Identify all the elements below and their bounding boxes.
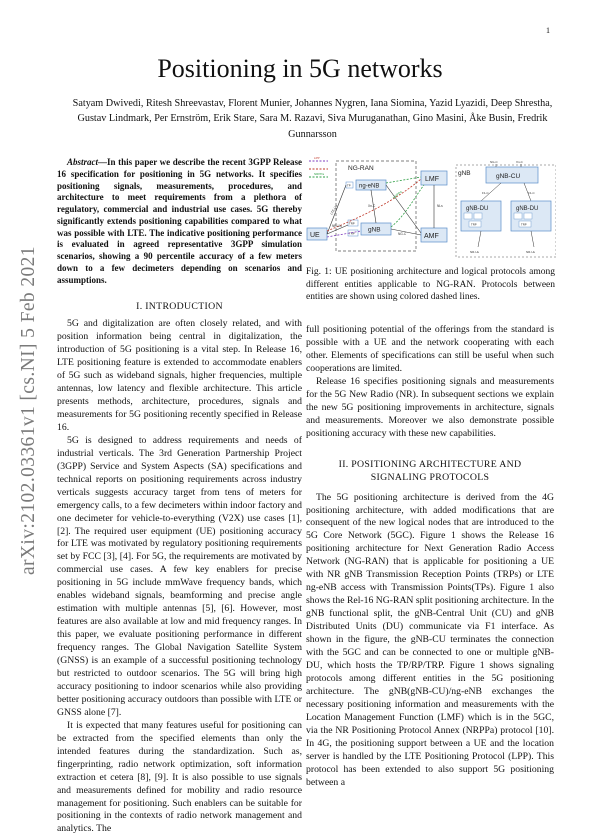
right-paragraph-2: Release 16 specifies positioning signals and measurements for the 5G New Radio (NR). In subsequent sections we explain the new 5G positioning improvements in architecture, signals and measurements. Moreover we also demonstrate possible positioning accuracy with these new capabilities. <box>306 375 554 439</box>
legend-nrppa-label: NRPPa <box>314 172 325 176</box>
ue-label: UE <box>310 232 320 239</box>
amf-label: AMF <box>424 233 439 240</box>
gnb-trp-label-1: TRP <box>349 221 355 226</box>
arxiv-stamp: arXiv:2102.03361v1 [cs.NI] 5 Feb 2021 <box>18 246 39 575</box>
gnb-trp-label-2: TRP <box>349 231 355 236</box>
author-list: Satyam Dwivedi, Ritesh Shreevastav, Florent Munier, Johannes Nygren, Iana Siomina, Yazid Lyazidi, Deep Shrestha, Gustav Lindmark, Per Ernström, Erik Stare, Sara M. Razavi, Siva Muruganathan, Gino Masini, Åke Busin, Fredrik Gunnarsson <box>72 98 553 140</box>
gnb-du-label-1: gNB-DU <box>466 206 489 212</box>
gnb-cu-label: gNB-CU <box>496 173 521 180</box>
intro-paragraph-2: 5G is designed to address requirements and needs of industrial verticals. The 3rd Generation Partnership Project (3GPP) Service and System Aspects (SA) specifications and technical reports on positioning requirements across industry verticals suggests accuracy target from tens of meters for emergency calls, to a few decimeters within indoor factory and one decimeter for vehicle-to-everything (V2X) use cases [1], [2]. The required user equipment (UE) positioning accuracy for LTE was motivated by regulatory positioning requirements set by FCC [3], [4]. For 5G, the requirements are motivated by commercial use cases. A few key enablers for precise positioning in 5G include mmWave frequency bands, which enables wideband signals, beamforming and precise angle estimation with multiple antennas [5], [6]. However, most features are also available at low and mid frequency ranges. In this paper, we evaluate positioning performance in different frequency ranges. The Global Navigation Satellite System (GNSS) is an example of a successful positioning technology but restricted to outdoor scenarios. The 5G will bring high accuracy positioning to indoor scenarios while also providing better positioning accuracy outdoors than possible with LTE or GNSS alone [7]. <box>57 434 302 718</box>
lte-uu-label: LTE-Uu <box>329 204 339 216</box>
gnb-du-label-2: gNB-DU <box>516 206 539 212</box>
intro-paragraph-3: It is expected that many features useful for positioning can be extracted from the specified elements than only the intended features during the standardization. Such as, fingerprinting, radio network optimization, soft information extraction et cetera [8], [9]. It is also possible to use signals and measurements defined for mobility and radio resource management for positioning. Such enablers can be suitable for positioning in the contexts of radio network management and analytics. The <box>57 719 302 835</box>
ng-ran-boundary <box>336 161 416 251</box>
legend-lpp-label: LPP <box>314 156 320 160</box>
gnb-cu-ngc-label: NG-C <box>490 160 498 164</box>
section-heading-architecture: II. POSITIONING ARCHITECTURE AND SIGNALING PROTOCOLS <box>338 458 522 483</box>
section-heading-introduction: I. INTRODUCTION <box>136 301 223 313</box>
du-nruu-label-1: NR-Uu <box>470 250 480 254</box>
abstract-lead: Abstract <box>67 157 99 167</box>
figure-1-architecture <box>306 155 556 263</box>
intro-paragraph-1: 5G and digitalization are often closely related, and with position information being central in digitalization, the introduction of 5G positioning is a vital step. In Release 16, LTE positioning feature is extended to accommodate enablers of 5G such as wideband signals, higher frequencies, multiple antennas, low latency and flexible architecture. This article presents methods, architecture, procedures, signals and measurements for 5G positioning recently specified in Release 16. <box>57 318 302 433</box>
left-column <box>57 157 302 836</box>
right-column-top <box>306 324 554 790</box>
nrppa-label: NRPPa <box>392 189 403 200</box>
gnb-label: gNB <box>368 226 381 234</box>
architecture-paragraph: The 5G positioning architecture is derived from the 4G positioning architecture, with added modifications that are consequent of the new logical nodes that are introduced to the 5G Core Network (5GC). Figure 1 shows the Release 16 positioning architecture for Next Generation Radio Access Network (NG-RAN) that is applicable for positioning a UE with NR gNB Transmission Reception Points (TRPs) or LTE ng-eNB access with Transmission Points(TPs). Figure 1 also shows the Rel-16 NG-RAN split positioning architecture. In the gNB functional split, the gNB-Central Unit (CU) and gNB Distributed Units (DU) communicate via F1 interface. As shown in the figure, the gNB-CU terminates the connection with the 5GC and can be connected to one or multiple gNB-DU, which hosts the TP/RP/TRP. Figure 1 shows signaling protocols among different entities in the 5G positioning architecture. The gNB(gNB-CU)/ng-eNB exchanges the necessary positioning information and measurements with the Location Management Function (LMF) which is in the 5GC, via the NR Positioning Protocol Annex (NRPPa) protocol [10]. In 4G, the positioning support between a UE and the location server is handled by the LTE Positioning Protocol (LPP). This protocol has been extended to also support 5G positioning between a <box>306 491 554 788</box>
ng-c-label: NG-C <box>398 232 407 236</box>
ng-enb-tp-label: TP <box>347 183 351 188</box>
xn-c-label: Xn-C <box>368 204 376 208</box>
lmf-label: LMF <box>425 176 439 183</box>
nr-uu-label: NR-Uu <box>332 224 342 228</box>
page-number: 1 <box>546 26 550 35</box>
abstract-text: —In this paper we describe the recent 3GPP Release 16 specification for positioning in 5G networks. It specifies positioning signals, measurements, procedures, and architecture to meet requirements from a plethora of regulatory, commercial and industrial use cases. 5G thereby significantly extends positioning capabilities compared to what was possible with LTE. The indicative positioning performance is evaluated in agreed representative 3GPP simulation scenarios, showing a 90 percentile accuracy of a few meters down to a few decimeters depending on scenarios and assumptions. <box>57 157 302 285</box>
gnb-du-trp-label-2: TRP <box>521 222 527 227</box>
right-paragraph-1: full positioning potential of the offerings from the standard is possible with a UE and the network cooperating with each other. Elements of specifications can still be useful when such cooperations are limited. <box>306 324 554 374</box>
gnb-du-trp-label-1: TRP <box>471 222 477 227</box>
ng-enb-label: ng-eNB <box>359 183 380 190</box>
abstract <box>57 157 302 286</box>
paper-title: Positioning in 5G networks <box>157 54 443 83</box>
nls-label: NLs <box>437 204 443 208</box>
f1c-label-2: F1-C <box>528 191 535 195</box>
figure-1-caption: Fig. 1: UE positioning architecture and logical protocols among different entities applicable to NG-RAN. Protocols between entities are shown using colored dashed lines. <box>306 267 555 302</box>
gnb-split-label: gNB <box>458 170 471 177</box>
f1c-label-1: F1-C <box>482 191 489 195</box>
gnb-cu-xnc-label: Xn-C <box>516 160 523 164</box>
ng-ran-label: NG-RAN <box>348 165 374 172</box>
du-nruu-label-2: NR-Uu <box>526 250 536 254</box>
